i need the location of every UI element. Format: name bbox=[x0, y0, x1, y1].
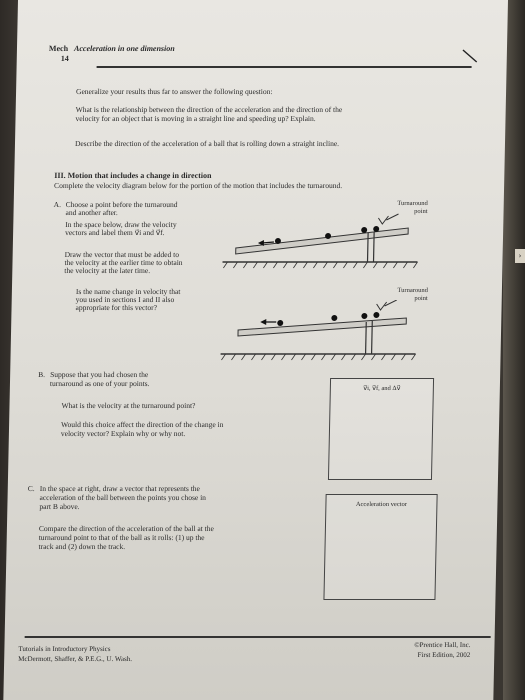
part-c-question-line1: Compare the direction of the acceleration of the ball at the bbox=[38, 524, 214, 533]
part-a-line9: you used in sections I and II also bbox=[75, 295, 175, 304]
part-a-line4: vectors and label them v⃗i and v⃗f. bbox=[65, 228, 165, 237]
edge-tab: › bbox=[515, 249, 525, 263]
part-b-line1: Suppose that you had chosen the bbox=[50, 370, 149, 379]
part-c-label: C. bbox=[27, 484, 35, 493]
turnaround-label-2-word: Turnaround bbox=[397, 287, 428, 294]
part-b-question-2-line2: velocity vector? Explain why or why not. bbox=[60, 429, 186, 438]
part-a-line3: In the space below, draw the velocity bbox=[65, 220, 177, 229]
track-diagram-2 bbox=[215, 300, 426, 364]
part-c-line2: acceleration of the ball between the points you chose in bbox=[39, 493, 207, 502]
part-b-question-2-line1: Would this choice affect the direction of the change in bbox=[61, 420, 224, 429]
turnaround-label-2-point: point bbox=[414, 295, 428, 302]
course-label: Mech bbox=[48, 44, 69, 53]
header-rule bbox=[97, 66, 472, 68]
footer-publisher: ©Prentice Hall, Inc. bbox=[414, 641, 471, 649]
section-iii-instructions: Complete the velocity diagram below for the portion of the motion that includes the turnaround. bbox=[54, 181, 343, 190]
relationship-question-line1: What is the relationship between the direction of the acceleration and the direction of the bbox=[75, 105, 343, 114]
part-c-question-line3: track and (2) down the track. bbox=[38, 542, 126, 551]
part-c-question-line2: turnaround point to that of the ball as it rolls: (1) up the bbox=[38, 533, 205, 542]
footer-authors: McDermott, Shaffer, & P.E.G., U. Wash. bbox=[18, 655, 133, 663]
velocity-vectors-box[interactable] bbox=[328, 378, 434, 480]
part-a-line6: the velocity at the earlier time to obtain bbox=[64, 258, 183, 267]
part-b-question-1: What is the velocity at the turnaround point? bbox=[61, 401, 196, 410]
part-a-line2: and another after. bbox=[65, 208, 118, 217]
staple-mark-icon bbox=[461, 48, 479, 64]
generalize-text: Generalize your results thus far to answer the following question: bbox=[75, 87, 273, 96]
desk-background-right bbox=[503, 0, 525, 700]
page-header bbox=[49, 44, 175, 64]
turnaround-label-1-word: Turnaround bbox=[397, 200, 428, 207]
acceleration-vector-box[interactable] bbox=[323, 494, 437, 600]
footer-rule bbox=[25, 636, 491, 638]
part-a-line1: Choose a point before the turnaround bbox=[65, 200, 178, 209]
incline-question: Describe the direction of the acceleration of a ball that is rolling down a straight incline. bbox=[74, 139, 340, 148]
footer-book-title: Tutorials in Introductory Physics bbox=[18, 645, 111, 653]
part-c-line1: In the space at right, draw a vector that represents the bbox=[39, 484, 201, 493]
velocity-vectors-box-label: v⃗i, v⃗f, and Δv⃗ bbox=[363, 385, 401, 392]
part-a-line7: the velocity at the later time. bbox=[64, 266, 151, 275]
topic-title: Acceleration in one dimension bbox=[73, 44, 175, 53]
acceleration-vector-box-label: Acceleration vector bbox=[355, 501, 408, 508]
part-a-line10: appropriate for this vector? bbox=[75, 303, 158, 312]
track-diagram-1 bbox=[217, 212, 428, 274]
worksheet-page bbox=[3, 0, 508, 700]
part-b-label: B. bbox=[38, 370, 46, 379]
part-b-line2: turnaround as one of your points. bbox=[49, 379, 150, 388]
page-number: 14 bbox=[60, 54, 69, 63]
part-c-line3: part B above. bbox=[39, 502, 80, 511]
relationship-question-line2: velocity for an object that is moving in a straight line and speeding up? Explain. bbox=[75, 114, 316, 123]
part-a-label: A. bbox=[53, 200, 62, 209]
part-a-line5: Draw the vector that must be added to bbox=[64, 250, 180, 259]
part-a-line8: Is the name change in velocity that bbox=[75, 287, 181, 296]
footer-edition: First Edition, 2002 bbox=[417, 651, 471, 659]
turnaround-label-1-point: point bbox=[414, 208, 428, 215]
section-iii-title: III. Motion that includes a change in direction bbox=[54, 171, 212, 180]
